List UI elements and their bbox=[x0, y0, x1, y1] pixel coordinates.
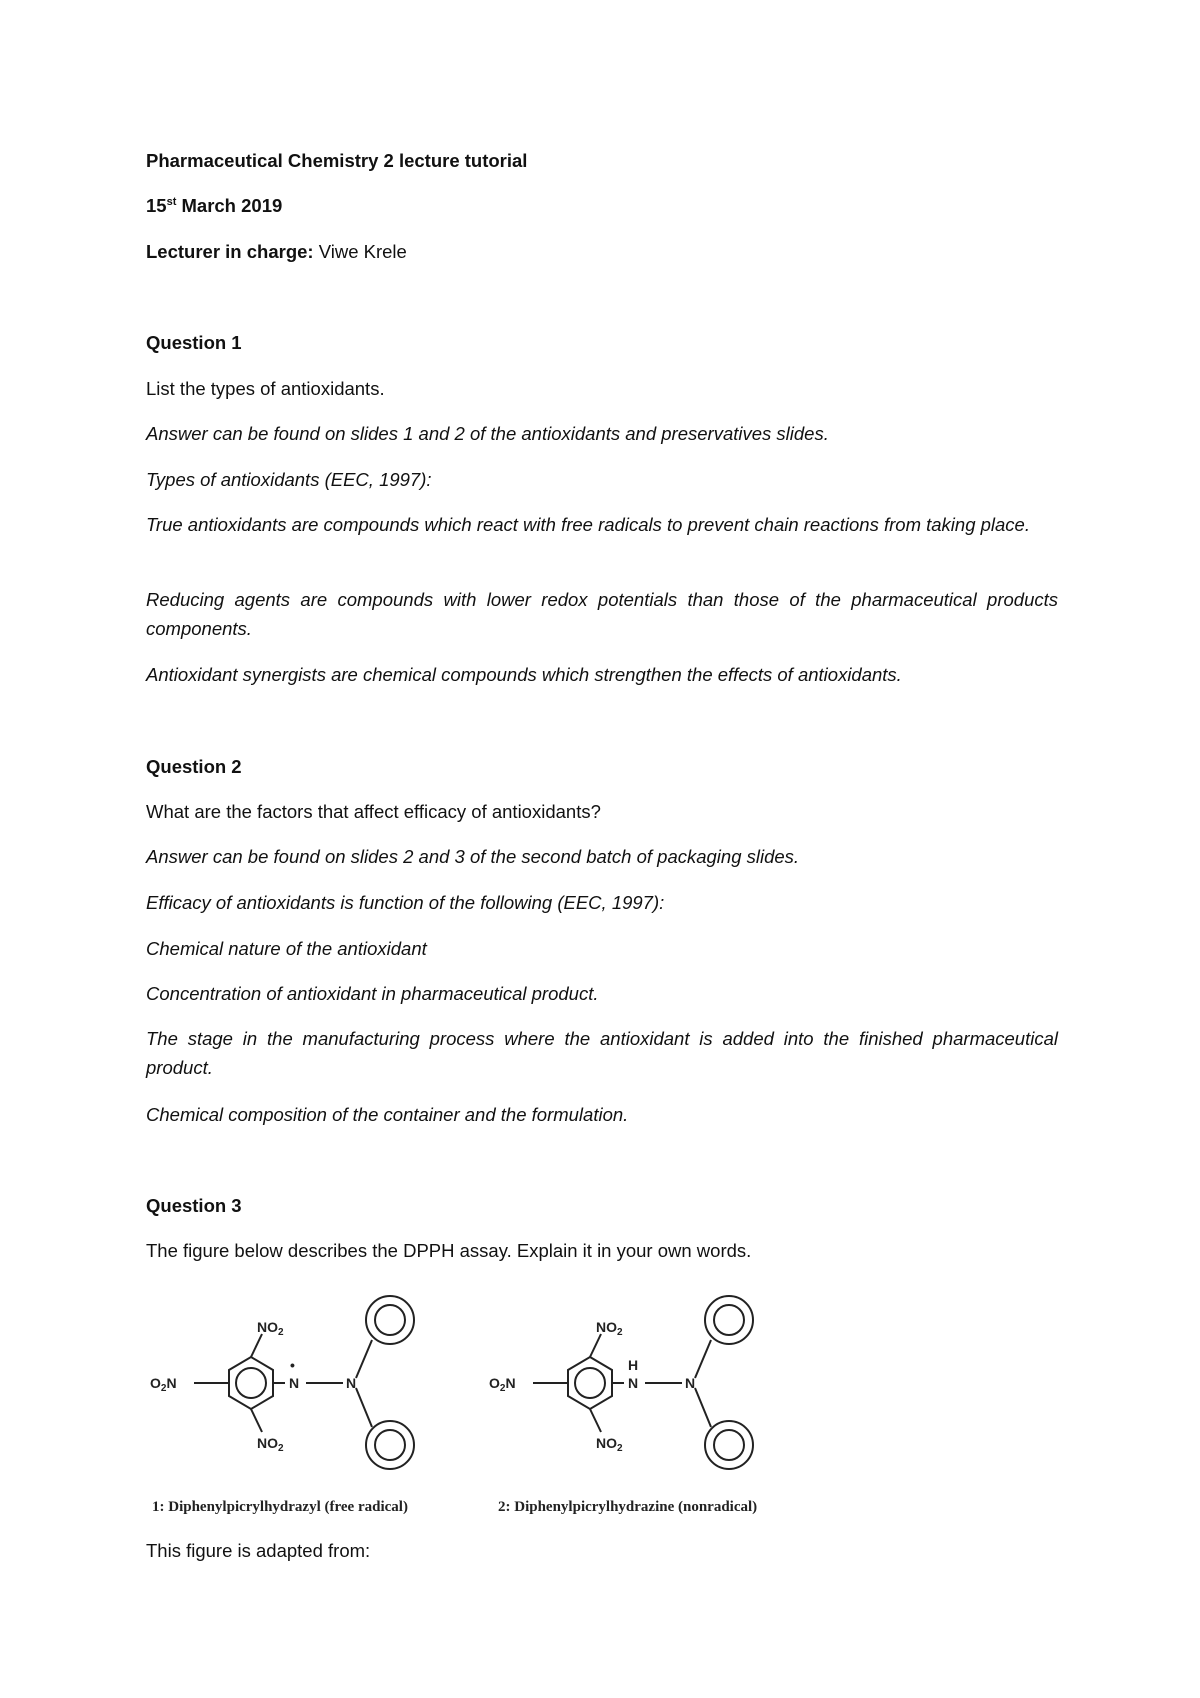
lecturer-line bbox=[146, 237, 1058, 266]
molecule-2-dpph-h bbox=[533, 1296, 753, 1469]
mol2-no2-bottom: $NO_2$ bbox=[596, 1435, 623, 1454]
mol1-o2n: $O_2N$ bbox=[150, 1375, 177, 1394]
lecturer-label: Lecturer in charge: bbox=[146, 241, 314, 262]
q2-hint: Answer can be found on slides 2 and 3 of the second batch of packaging slides. bbox=[146, 846, 800, 867]
phenyl-ring-2a bbox=[705, 1296, 753, 1344]
q1-item-reducing-agents: Reducing agents are compounds with lower redox potentials than those of the pharmaceutical products components. bbox=[146, 589, 1058, 639]
document-date bbox=[146, 191, 1058, 220]
mol2-no2-top: $NO_2$ bbox=[596, 1319, 623, 1338]
phenyl-ring-1a bbox=[366, 1296, 414, 1344]
date-day: 15 bbox=[146, 195, 167, 216]
picryl-ring-2-aromatic bbox=[575, 1368, 605, 1398]
date-suffix: st bbox=[166, 196, 177, 208]
dpph-structures bbox=[146, 1282, 786, 1497]
phenyl-ring-1b bbox=[366, 1421, 414, 1469]
q2-item-concentration: Concentration of antioxidant in pharmaceutical product. bbox=[146, 983, 599, 1004]
mol1-n-radical: N bbox=[289, 1375, 300, 1391]
dpph-figure bbox=[146, 1282, 786, 1527]
q1-hint: Answer can be found on slides 1 and 2 of the antioxidants and preservatives slides. bbox=[146, 423, 829, 444]
mol2-o2n: $O_2N$ bbox=[489, 1375, 516, 1394]
date-rest: March 2019 bbox=[176, 195, 283, 216]
q1-item-true-antioxidants: True antioxidants are compounds which react with free radicals to prevent chain reactions from taking place. bbox=[146, 514, 1030, 535]
mol2-h: H bbox=[628, 1357, 639, 1373]
mol1-no2-top: $NO_2$ bbox=[257, 1319, 284, 1338]
document-title: Pharmaceutical Chemistry 2 lecture tutorial bbox=[146, 150, 528, 171]
q1-item-synergists: Antioxidant synergists are chemical compounds which strengthen the effects of antioxidants. bbox=[146, 664, 902, 685]
q2-heading: Question 2 bbox=[146, 756, 242, 777]
mol1-radical-dot: • bbox=[290, 1357, 295, 1373]
mol2-n-hydrazine: N bbox=[628, 1375, 639, 1391]
figure-caption-1: 1: Diphenylpicrylhydrazyl (free radical) bbox=[152, 1499, 408, 1515]
lecturer-name: Viwe Krele bbox=[313, 241, 407, 262]
phenyl-ring-2b bbox=[705, 1421, 753, 1469]
q2-intro: Efficacy of antioxidants is function of the following (EEC, 1997): bbox=[146, 892, 665, 913]
q2-prompt: What are the factors that affect efficacy of antioxidants? bbox=[146, 801, 601, 822]
q1-prompt: List the types of antioxidants. bbox=[146, 378, 385, 399]
mol2-n-amine: N bbox=[685, 1375, 696, 1391]
q2-item-chemical-nature: Chemical nature of the antioxidant bbox=[146, 938, 427, 959]
q3-source-line: This figure is adapted from: bbox=[146, 1540, 371, 1561]
mol1-n-amine: N bbox=[346, 1375, 357, 1391]
q1-types-heading: Types of antioxidants (EEC, 1997): bbox=[146, 469, 432, 490]
figure-caption-2: 2: Diphenylpicrylhydrazine (nonradical) bbox=[498, 1499, 758, 1515]
q3-prompt: The figure below describes the DPPH assay. Explain it in your own words. bbox=[146, 1240, 752, 1261]
q2-item-manufacturing-stage: The stage in the manufacturing process where the antioxidant is added into the finished pharmaceutical product. bbox=[146, 1028, 1058, 1078]
mol1-no2-bottom: $NO_2$ bbox=[257, 1435, 284, 1454]
q2-item-container-composition: Chemical composition of the container and the formulation. bbox=[146, 1104, 629, 1125]
molecule-1-dpph-radical bbox=[194, 1296, 414, 1469]
picryl-ring-1-aromatic bbox=[236, 1368, 266, 1398]
q3-heading: Question 3 bbox=[146, 1195, 242, 1216]
q1-heading: Question 1 bbox=[146, 332, 242, 353]
